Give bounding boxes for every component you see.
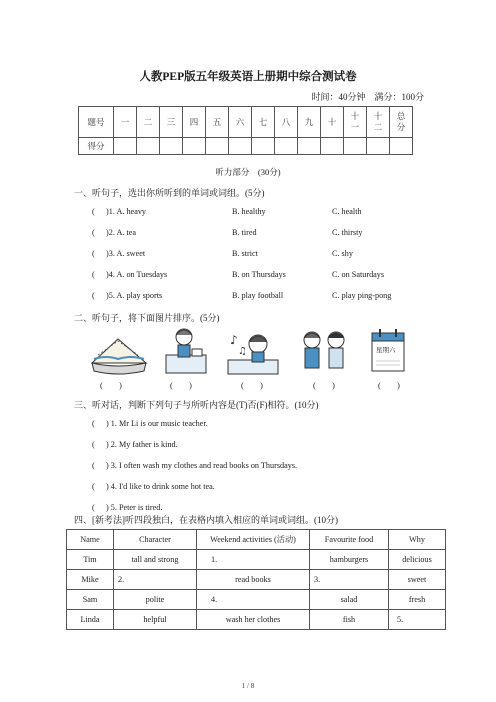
- cell-food[interactable]: 3.: [310, 570, 389, 590]
- option-a: )4. A. on Tuesdays: [106, 270, 168, 279]
- score-col: 八: [275, 107, 298, 138]
- answer-paren[interactable]: (: [92, 270, 95, 279]
- cell-name: Tim: [67, 550, 114, 570]
- statement-text: ) 1. Mr Li is our music teacher.: [106, 419, 208, 428]
- score-col-11-top: 十: [350, 111, 360, 121]
- option-c: C. play ping-pong: [332, 291, 392, 300]
- score-col: 十: [321, 107, 344, 138]
- section1-item-2: [92, 228, 136, 237]
- option-b: B. tired: [232, 228, 257, 237]
- score-cell[interactable]: [367, 138, 390, 155]
- order-blank-3[interactable]: ( ): [241, 381, 263, 390]
- two-children-picture: [294, 326, 354, 378]
- table-row: [67, 550, 446, 570]
- section1-heading: 一、听句子，选出你所听到的单词或词组。(5分): [74, 188, 265, 198]
- section3-item-5: [92, 503, 162, 512]
- answer-paren[interactable]: (: [92, 440, 95, 449]
- cell-name: Sam: [67, 590, 114, 610]
- section3-item-4: [92, 482, 215, 491]
- cell-why: delicious: [389, 550, 446, 570]
- answer-paren[interactable]: (: [92, 419, 95, 428]
- score-cell[interactable]: [114, 138, 137, 155]
- option-b: B. strict: [232, 249, 258, 258]
- score-col-12-top: 十: [373, 111, 383, 121]
- answer-paren[interactable]: (: [92, 482, 95, 491]
- score-header-row: [79, 107, 413, 138]
- col-header-character: Character: [114, 530, 197, 550]
- order-blank-2[interactable]: ( ): [170, 381, 192, 390]
- score-cell[interactable]: [390, 138, 413, 155]
- section3-item-2: [92, 440, 178, 449]
- score-col: 二: [137, 107, 160, 138]
- option-a: )1. A. heavy: [106, 207, 147, 216]
- col-header-activities: Weekend activities (活动): [197, 530, 310, 550]
- section2-heading: 二、听句子，将下面图片排序。(5分): [74, 313, 220, 323]
- col-header-why: Why: [389, 530, 446, 550]
- table-row: [67, 570, 446, 590]
- table-row: [67, 590, 446, 610]
- section1-item-4: [92, 270, 167, 279]
- cell-why: fresh: [389, 590, 446, 610]
- score-col: 一: [114, 107, 137, 138]
- cell-why[interactable]: 5.: [389, 610, 446, 630]
- score-cell[interactable]: [321, 138, 344, 155]
- score-col: 六: [229, 107, 252, 138]
- option-b: B. play football: [232, 291, 284, 300]
- option-c: C. thirsty: [332, 228, 363, 237]
- col-header-name: Name: [67, 530, 114, 550]
- option-c: C. on Saturdays: [332, 270, 385, 279]
- score-col-11-bottom: 一: [350, 122, 360, 132]
- statement-text: ) 4. I'd like to drink some hot tea.: [106, 482, 215, 491]
- score-row-label: 得分: [79, 138, 114, 155]
- score-row-label: 题号: [79, 107, 114, 138]
- score-cell[interactable]: [344, 138, 367, 155]
- svg-text:♪: ♪: [230, 333, 238, 347]
- score-col: 九: [298, 107, 321, 138]
- answer-paren[interactable]: (: [92, 207, 95, 216]
- cell-activities[interactable]: 1.: [197, 550, 310, 570]
- cell-activities: read books: [197, 570, 310, 590]
- score-table: [78, 106, 413, 155]
- answer-paren[interactable]: (: [92, 461, 95, 470]
- option-a: )5. A. play sports: [106, 291, 163, 300]
- cell-character[interactable]: 2.: [114, 570, 197, 590]
- cell-activities: wash her clothes: [197, 610, 310, 630]
- sandwich-picture: [88, 333, 150, 377]
- answer-paren[interactable]: (: [92, 228, 95, 237]
- info-table: [66, 529, 446, 630]
- score-col: 三: [160, 107, 183, 138]
- option-c: C. health: [332, 207, 362, 216]
- score-cell[interactable]: [160, 138, 183, 155]
- order-blank-1[interactable]: ( ): [100, 381, 122, 390]
- section1-item-1: [92, 207, 146, 216]
- section4-heading: 四、[新考法]听四段独白，在表格内填入相应的单词或词组。(10分): [74, 515, 338, 525]
- score-cell[interactable]: [252, 138, 275, 155]
- cell-food: salad: [310, 590, 389, 610]
- statement-text: ) 2. My father is kind.: [106, 440, 178, 449]
- col-header-food: Favourite food: [310, 530, 389, 550]
- score-col-12-bottom: 二: [373, 122, 383, 132]
- section3-item-3: [92, 461, 297, 470]
- option-a: )3. A. sweet: [106, 249, 146, 258]
- score-cell[interactable]: [275, 138, 298, 155]
- cell-food: hamburgers: [310, 550, 389, 570]
- cell-name: Mike: [67, 570, 114, 590]
- info-header-row: [67, 530, 446, 550]
- score-input-row: [79, 138, 413, 155]
- listening-part-label: 听力部分 (30分): [215, 167, 281, 177]
- score-col: 五: [206, 107, 229, 138]
- score-col-total-bottom: 分: [396, 122, 406, 132]
- score-col: 七: [252, 107, 275, 138]
- calendar-label: 星期六: [376, 346, 396, 354]
- option-a: )2. A. tea: [106, 228, 137, 237]
- cell-character: tall and strong: [114, 550, 197, 570]
- option-c: C. shy: [332, 249, 353, 258]
- table-row: [67, 610, 446, 630]
- score-col: 四: [183, 107, 206, 138]
- section3-heading: 三、听对话，判断下列句子与所听内容是(T)否(F)相符。(10分): [74, 400, 319, 410]
- girl-music-picture: [224, 328, 282, 378]
- document-title: 人教PEP版五年级英语上册期中综合测试卷: [139, 71, 357, 83]
- cell-food: fish: [310, 610, 389, 630]
- statement-text: ) 5. Peter is tired.: [106, 503, 163, 512]
- boy-reading-picture: [160, 325, 212, 377]
- cell-name: Linda: [67, 610, 114, 630]
- answer-paren[interactable]: (: [92, 503, 95, 512]
- score-cell[interactable]: [137, 138, 160, 155]
- score-cell[interactable]: [229, 138, 252, 155]
- section3-item-1: [92, 419, 208, 428]
- answer-paren[interactable]: (: [92, 291, 95, 300]
- score-cell[interactable]: [183, 138, 206, 155]
- score-col-11: [344, 107, 367, 138]
- score-cell[interactable]: [206, 138, 229, 155]
- option-b: B. healthy: [232, 207, 266, 216]
- cell-why: sweet: [389, 570, 446, 590]
- svg-text:♫: ♫: [238, 346, 247, 357]
- time-info: 时间：40分钟 满分：100分: [311, 92, 424, 102]
- score-col-total: [390, 107, 413, 138]
- cell-character: helpful: [114, 610, 197, 630]
- cell-activities[interactable]: 4.: [197, 590, 310, 610]
- page-number: 1 / 8: [241, 682, 255, 690]
- section1-item-5: [92, 291, 162, 300]
- statement-text: ) 3. I often wash my clothes and read books on Thursdays.: [106, 461, 298, 470]
- score-col-12: [367, 107, 390, 138]
- score-cell[interactable]: [298, 138, 321, 155]
- answer-paren[interactable]: (: [92, 249, 95, 258]
- score-col-total-top: 总: [396, 111, 406, 121]
- option-b: B. on Thursdays: [232, 270, 286, 279]
- cell-character: polite: [114, 590, 197, 610]
- order-blank-4[interactable]: ( ): [313, 381, 335, 390]
- section1-item-3: [92, 249, 145, 258]
- order-blank-5[interactable]: ( ): [378, 381, 400, 390]
